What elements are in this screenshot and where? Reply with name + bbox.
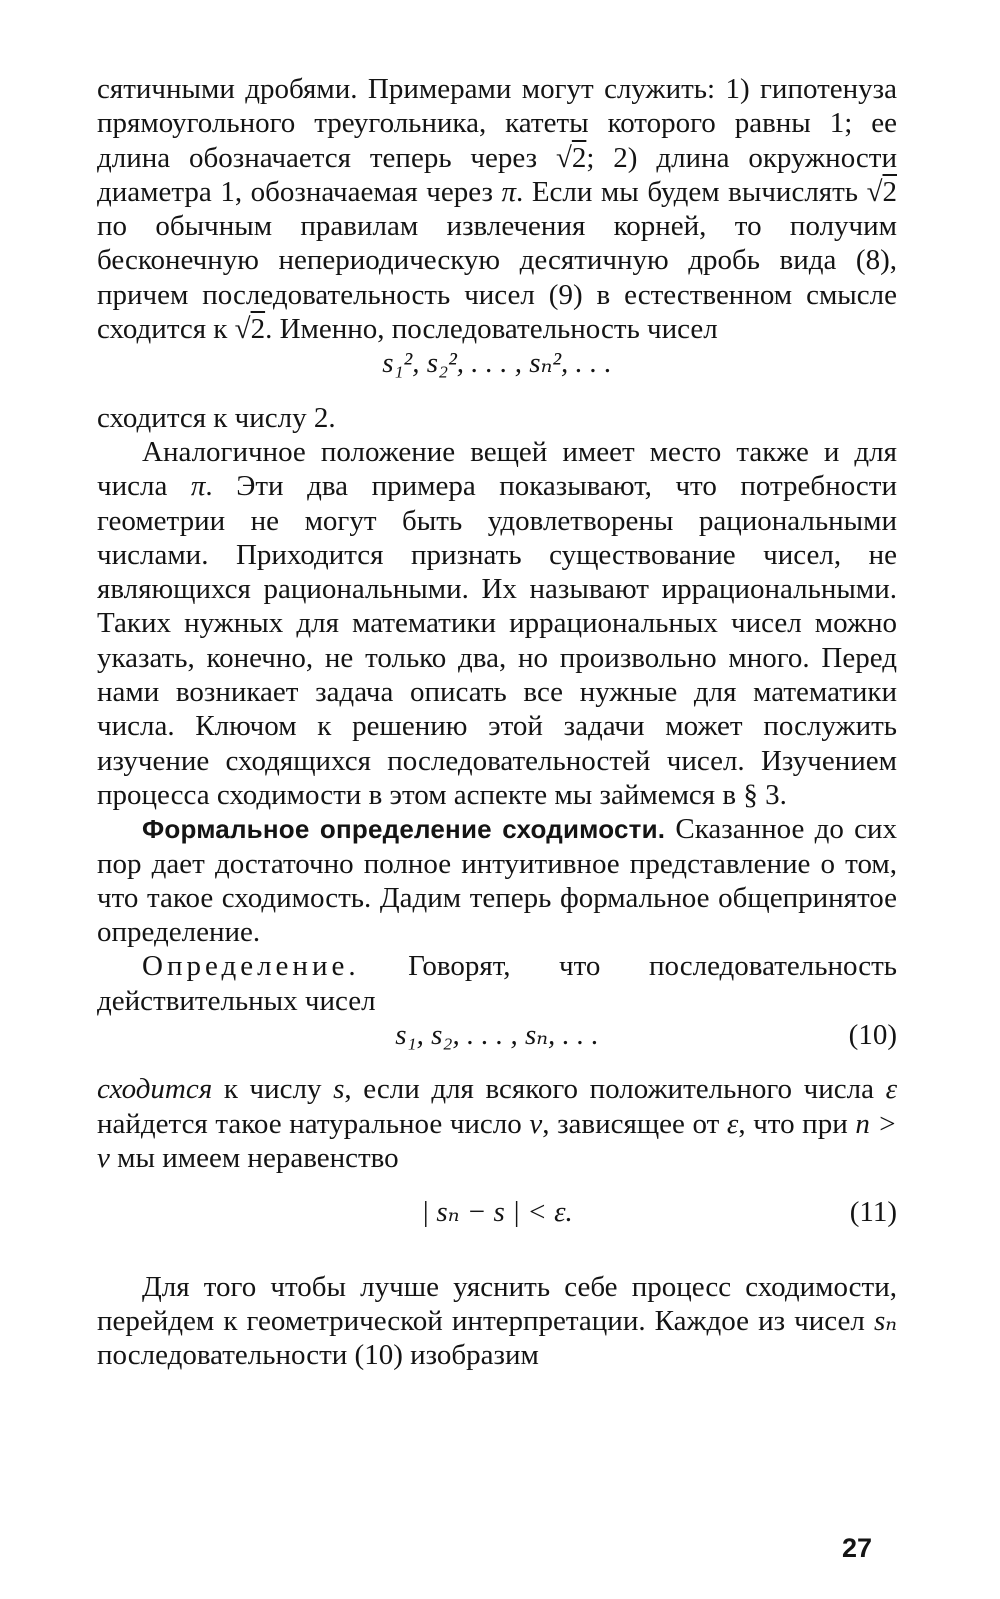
page-text (97, 72, 897, 1372)
paragraph-definition: Определение. Говорят, что последовательность действительных чисел (97, 950, 897, 1017)
sqrt-two: √2 (866, 175, 897, 208)
paragraph-formal-definition: Формальное определение сходимости. Сказанное до сих пор дает достаточно полное интуитивное представление о том, что такое сходимость. Дадим теперь формальное общепринятое определение. (97, 813, 897, 949)
paragraph-geometric: Для того чтобы лучше уяснить себе процесс сходимости, перейдем к геометрической интерпретации. Каждое из чисел sₙ последовательности (10) изобразим (97, 1270, 897, 1372)
sqrt-two: √2 (234, 313, 266, 346)
equation-number-11: (11) (849, 1196, 897, 1229)
sqrt-two: √2 (555, 141, 587, 174)
formula-11: | sₙ − s | < ε. (11) (421, 1196, 897, 1229)
page-number: 27 (842, 1533, 873, 1563)
equation-number-10: (10) (848, 1019, 897, 1052)
paragraph-examples: сятичными дробями. Примерами могут служить: 1) гипотенуза прямоугольного треугольника, катеты которого равны 1; ее длина обозначается теперь через √2; 2) длина окружности диаметра 1, обозначаемая через π. Если мы будем вычислять √2 по обычным правилам извлечения корней, то получим бесконечную непериодическую десятичную дробь вида (8), причем последовательность чисел (9) в естественном смысле сходится к √2. Именно, последовательность чисел (97, 73, 897, 346)
formula-10: s₁, s₂, . . . , sₙ, . . . (10) (395, 1019, 897, 1052)
section-heading: Формальное определение сходимости. (142, 814, 666, 845)
formula-squares: s₁², s₂², . . . , sₙ², . . . (382, 347, 612, 380)
paragraph-converges-two: сходится к числу 2. (97, 401, 336, 434)
paragraph-irrational: Аналогичное положение вещей имеет место также и для числа π. Эти два примера показывают, что потребности геометрии не могут быть удовлетворены рациональными числами. Приходится признать существование чисел, не являющихся рациональными. Их называют иррациональными. Таких нужных для математики иррациональных чисел можно указать, конечно, не только два, но произвольно много. Перед нами возникает задача описать все нужные для математики числа. Ключом к решению этой задачи может послужить изучение сходящихся последовательностей чисел. Изучением процесса сходимости в этом аспекте мы займемся в § 3. (97, 435, 897, 811)
paragraph-convergence-condition: сходится к числу s, если для всякого положительного числа ε найдется такое натуральное число ν, зависящее от ε, что при n > ν мы имеем неравенство (97, 1073, 897, 1174)
